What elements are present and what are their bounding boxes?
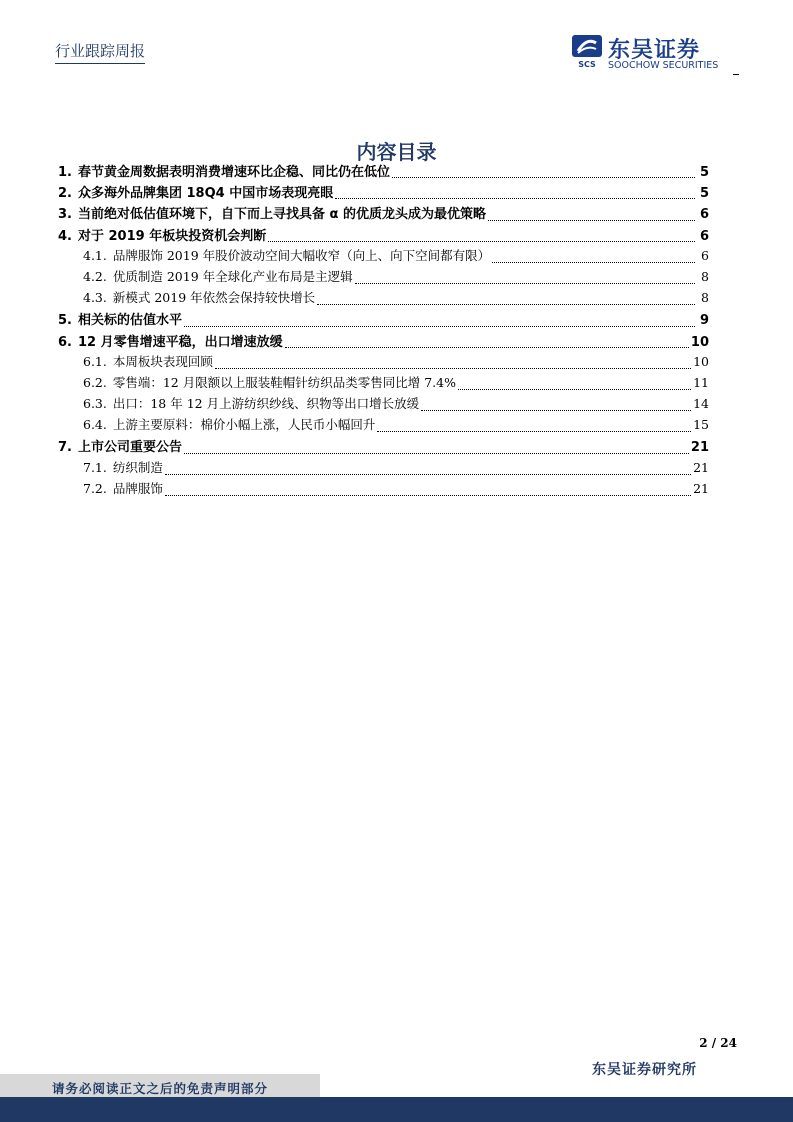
toc-entry[interactable] [58, 288, 709, 309]
toc-entry[interactable] [58, 394, 709, 415]
toc-entry-title: 相关标的估值水平 [77, 313, 182, 329]
footer-bar [0, 1097, 793, 1122]
toc-entry-title: 对于 2019 年板块投资机会判断 [77, 228, 267, 244]
toc-leader-dots [355, 282, 695, 284]
toc-entry-page: 8 [701, 290, 709, 306]
toc-entry-title: 品牌服饰 2019 年股价波动空间大幅收窄（向上、向下空间都有限） [112, 247, 491, 263]
toc-entry[interactable] [58, 246, 709, 267]
toc-entry-page: 10 [693, 353, 709, 369]
toc-entry-number: 6.1. [83, 353, 107, 369]
toc-entry-number: 6.3. [83, 396, 107, 412]
toc-entry-number: 3. [58, 207, 72, 223]
toc-entry-title: 本周板块表现回顾 [112, 353, 213, 369]
footer-company: 东吴证券研究所 [592, 1062, 697, 1078]
report-type-label: 行业跟踪周报 [55, 40, 145, 64]
toc-entry-page: 6 [701, 247, 709, 263]
toc-entry[interactable] [58, 436, 709, 457]
toc-entry[interactable] [58, 479, 709, 500]
toc-entry-page: 21 [693, 480, 709, 496]
toc-entry-page: 21 [693, 459, 709, 475]
toc-leader-dots [165, 473, 691, 475]
toc-leader-dots [165, 494, 691, 496]
toc-entry[interactable] [58, 352, 709, 373]
toc-entry[interactable] [58, 309, 709, 330]
toc-entry-title: 上市公司重要公告 [77, 440, 182, 456]
scs-logo-icon [570, 33, 604, 69]
table-of-contents [58, 161, 709, 500]
toc-entry-number: 7. [58, 440, 72, 456]
toc-entry-title: 春节黄金周数据表明消费增速环比企稳、同比仍在低位 [77, 165, 390, 180]
toc-entry-title: 众多海外品牌集团 18Q4 中国市场表现亮眼 [77, 186, 334, 202]
toc-entry-number: 5. [58, 313, 72, 329]
toc-leader-dots [335, 197, 695, 199]
toc-entry-number: 7.2. [83, 480, 107, 496]
toc-entry-page: 11 [693, 374, 709, 390]
toc-entry-number: 1. [58, 165, 72, 180]
toc-entry[interactable] [58, 458, 709, 479]
toc-entry-number: 2. [58, 186, 72, 202]
toc-entry[interactable] [58, 225, 709, 246]
toc-entry-title: 当前绝对低估值环境下，自下而上寻找具备 α 的优质龙头成为最优策略 [77, 207, 486, 223]
toc-entry-title: 零售端：12 月限额以上服装鞋帽针纺织品类零售同比增 7.4% [112, 374, 456, 390]
toc-entry-page: 9 [699, 313, 709, 329]
toc-leader-dots [285, 346, 689, 348]
toc-leader-dots [215, 367, 691, 369]
toc-entry-title: 新模式 2019 年依然会保持较快增长 [112, 290, 316, 306]
toc-entry-page: 10 [690, 334, 709, 350]
toc-entry-page: 8 [701, 268, 709, 284]
brand-name-cn: 东吴证券 [608, 38, 701, 63]
toc-leader-dots [392, 176, 695, 178]
brand-mark-text: SCS [578, 60, 596, 69]
toc-leader-dots [458, 388, 691, 390]
toc-entry[interactable] [58, 331, 709, 352]
toc-entry[interactable] [58, 182, 709, 203]
toc-leader-dots [421, 409, 691, 411]
toc-leader-dots [184, 325, 695, 327]
brand-name-en: SOOCHOW SECURITIES [608, 60, 719, 71]
toc-entry-page: 21 [690, 440, 709, 456]
toc-entry-page: 5 [699, 186, 709, 202]
toc-entry[interactable] [58, 267, 709, 288]
toc-entry[interactable] [58, 373, 709, 394]
toc-entry-page: 5 [699, 165, 709, 180]
toc-entry-number: 6.4. [83, 417, 107, 433]
toc-entry-number: 4.1. [83, 247, 107, 263]
toc-entry[interactable] [58, 161, 709, 182]
toc-entry[interactable] [58, 415, 709, 436]
toc-title: 内容目录 [356, 140, 437, 164]
toc-leader-dots [488, 219, 695, 221]
toc-entry-number: 6. [58, 334, 72, 350]
toc-entry-title: 优质制造 2019 年全球化产业布局是主逻辑 [112, 268, 353, 284]
toc-entry-number: 6.2. [83, 374, 107, 390]
toc-entry-title: 12 月零售增速平稳，出口增速放缓 [77, 334, 283, 350]
toc-entry-number: 4.3. [83, 290, 107, 306]
disclaimer-banner: 请务必阅读正文之后的免责声明部分 [0, 1074, 320, 1102]
page-number: 2 / 24 [699, 1036, 737, 1050]
toc-entry-title: 品牌服饰 [112, 480, 163, 496]
toc-leader-dots [268, 240, 695, 242]
toc-entry-page: 15 [693, 417, 709, 433]
toc-leader-dots [492, 261, 695, 263]
toc-entry-page: 6 [699, 228, 709, 244]
toc-entry-page: 14 [693, 396, 709, 412]
toc-leader-dots [377, 430, 691, 432]
toc-leader-dots [184, 452, 689, 454]
toc-entry-number: 4. [58, 228, 72, 244]
toc-entry-title: 纺织制造 [112, 459, 163, 475]
toc-entry-number: 4.2. [83, 268, 107, 284]
toc-entry-page: 6 [699, 207, 709, 223]
toc-entry-number: 7.1. [83, 459, 107, 475]
toc-entry[interactable] [58, 203, 709, 224]
toc-entry-title: 上游主要原料：棉价小幅上涨，人民币小幅回升 [112, 417, 376, 433]
brand-logo [570, 33, 740, 73]
toc-entry-title: 出口：18 年 12 月上游纺织纱线、织物等出口增长放缓 [112, 396, 420, 412]
header-divider [733, 74, 739, 75]
toc-leader-dots [317, 303, 695, 305]
